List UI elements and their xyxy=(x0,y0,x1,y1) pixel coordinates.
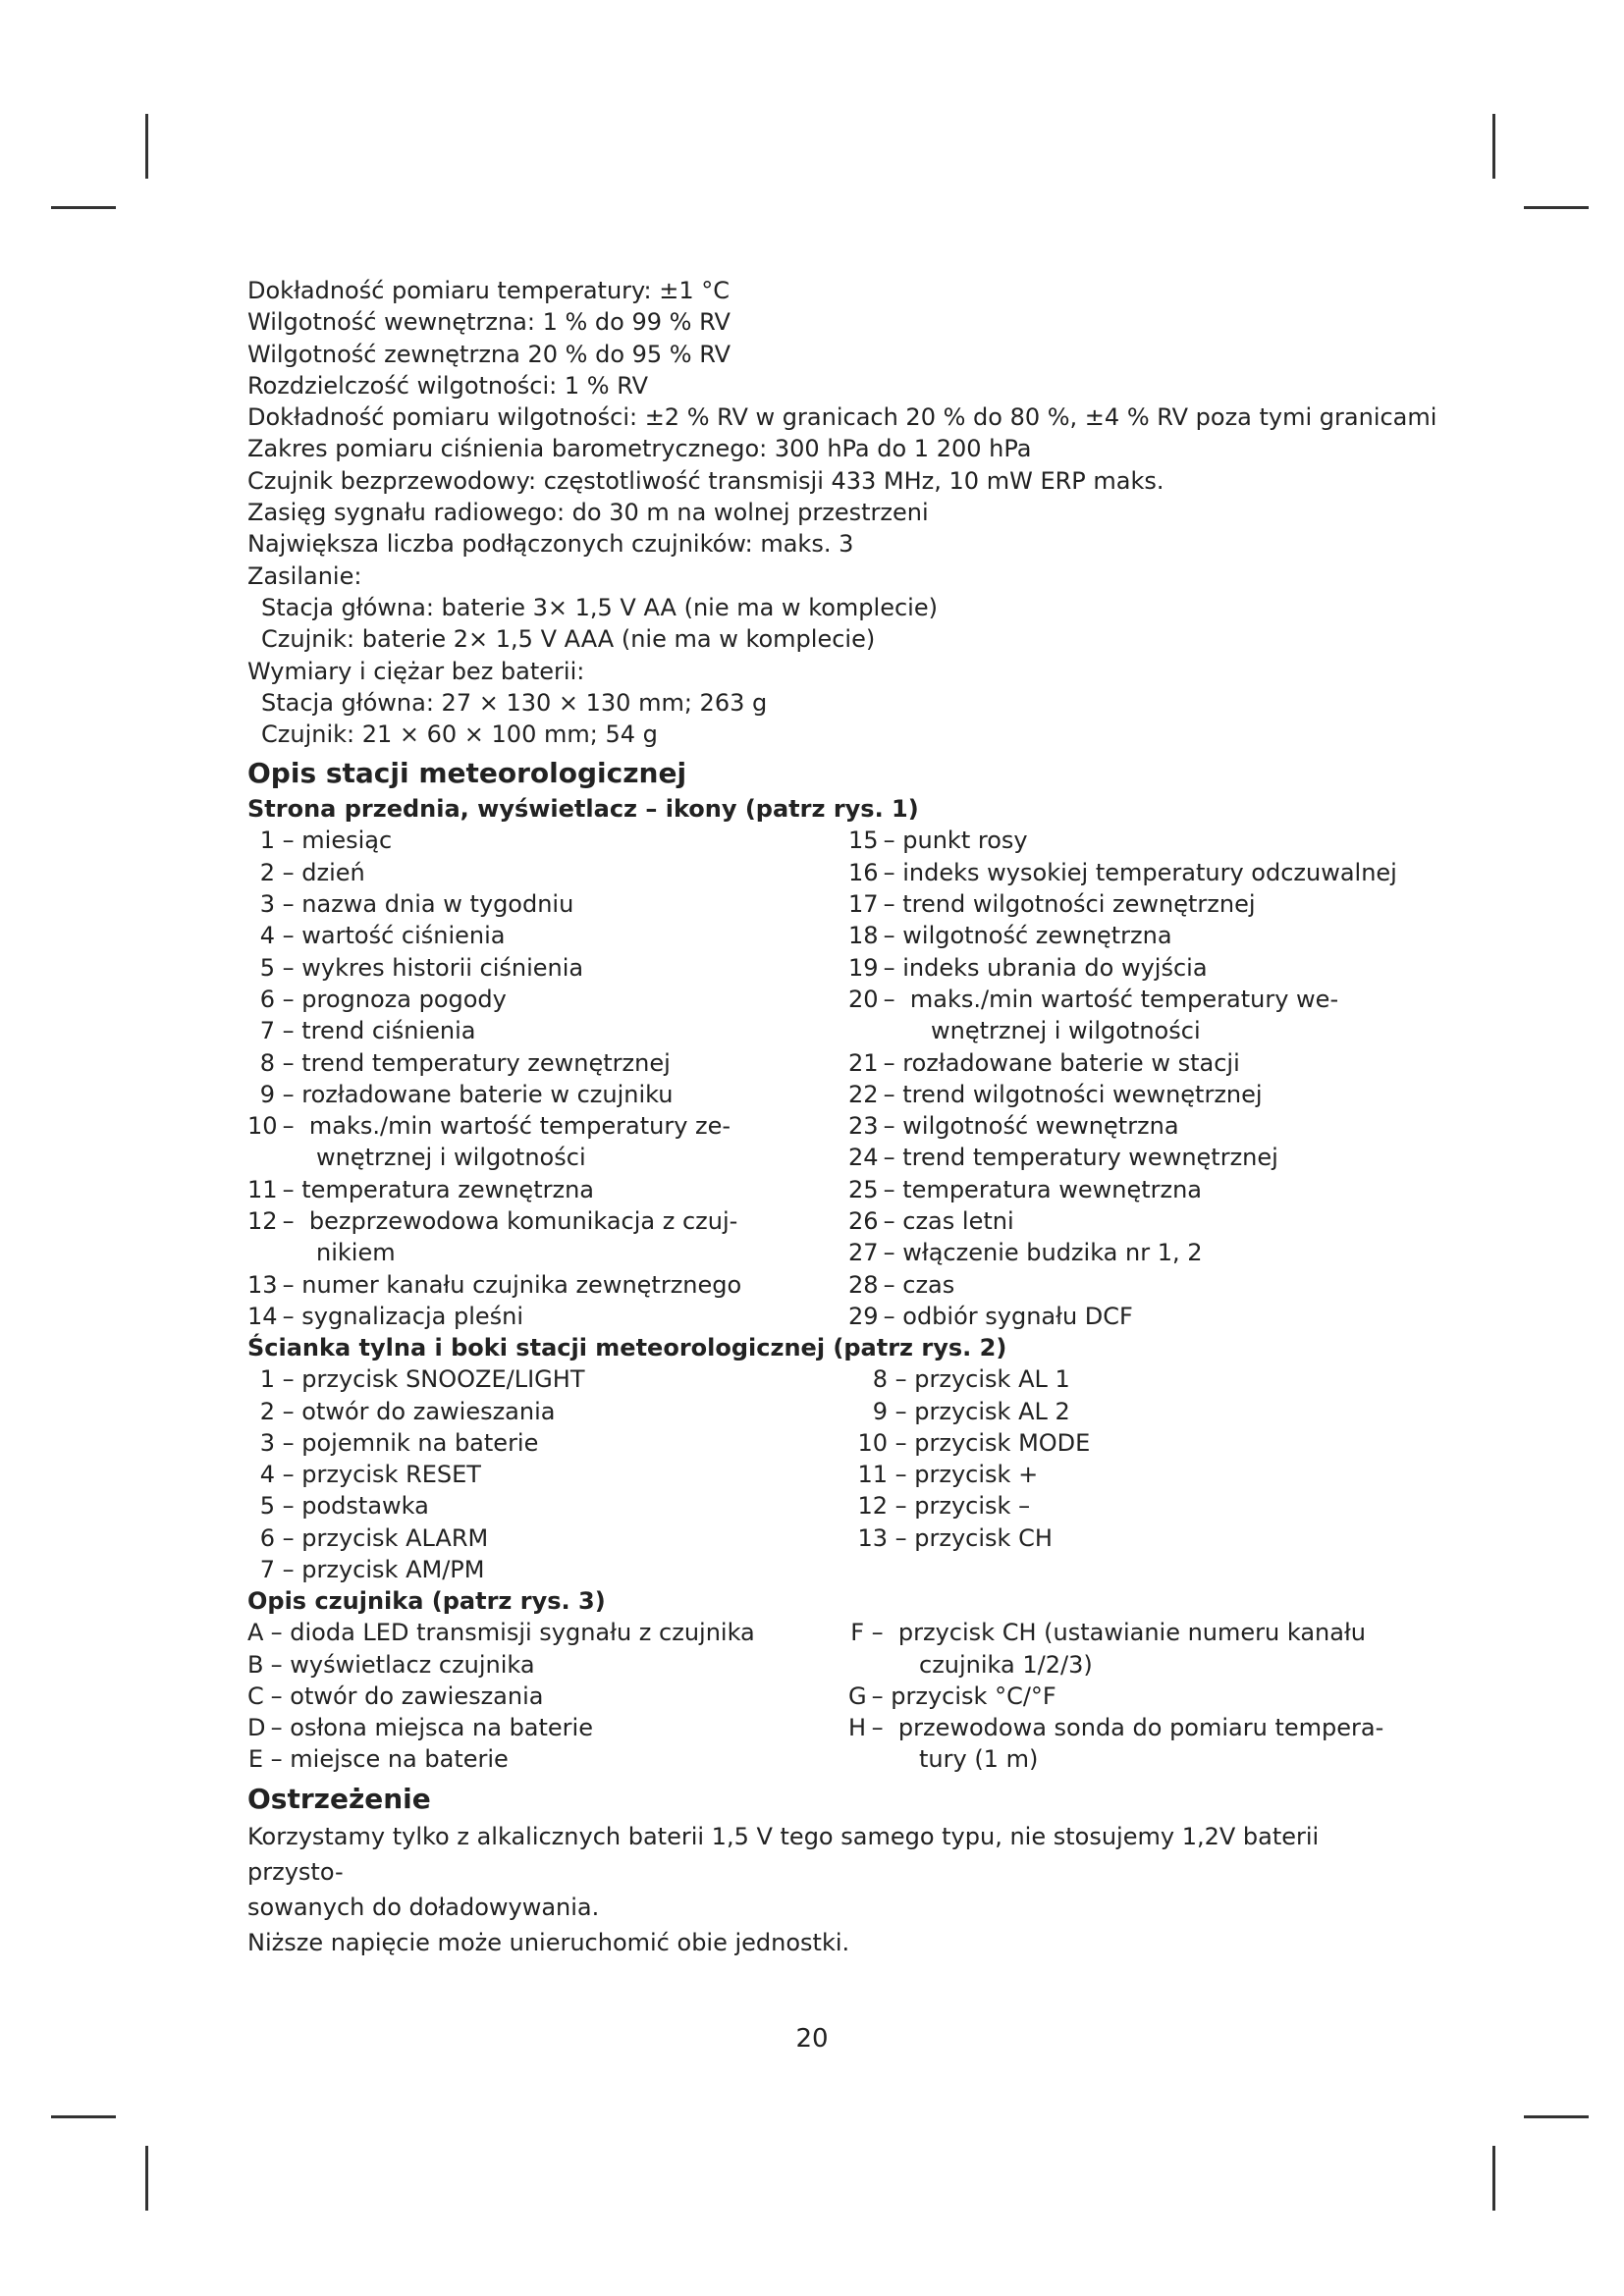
item-number: H xyxy=(848,1714,867,1742)
item-text: maks./min wartość temperatury ze- xyxy=(308,1112,731,1141)
item-separator: – xyxy=(263,1714,291,1742)
front-icons-right-column xyxy=(848,825,1397,1332)
item-text: osłona miejsca na baterie xyxy=(290,1714,593,1742)
item-number: 19 xyxy=(848,953,879,982)
item-number: 28 xyxy=(848,1270,879,1299)
list-item xyxy=(247,1110,848,1142)
item-text: przycisk AL 2 xyxy=(914,1397,1070,1425)
list-item xyxy=(848,1110,1397,1142)
item-number: 15 xyxy=(848,827,879,855)
warning-text xyxy=(247,1819,1406,1960)
item-separator: – xyxy=(876,1239,903,1267)
list-item xyxy=(247,1269,848,1301)
item-text: wartość ciśnienia xyxy=(301,922,506,950)
item-continuation: czujnika 1/2/3) xyxy=(919,1650,1093,1679)
item-separator: – xyxy=(275,1080,302,1108)
item-separator: – xyxy=(888,1492,915,1521)
list-item xyxy=(247,1205,848,1237)
item-text: dzień xyxy=(301,858,365,886)
item-text: wyświetlacz czujnika xyxy=(290,1650,535,1679)
list-item xyxy=(247,1459,848,1490)
item-number: 2 xyxy=(259,858,275,886)
list-item xyxy=(848,1681,1383,1712)
item-separator: – xyxy=(876,985,910,1013)
front-display-icons xyxy=(247,825,1406,1332)
item-separator: – xyxy=(275,890,302,919)
item-separator: – xyxy=(275,1302,302,1330)
item-separator: – xyxy=(275,858,302,886)
item-separator: – xyxy=(275,1365,302,1394)
item-text: trend temperatury wewnętrznej xyxy=(902,1144,1278,1172)
item-text: punkt rosy xyxy=(902,827,1028,855)
item-separator: – xyxy=(876,1270,903,1299)
item-separator: – xyxy=(275,1270,302,1299)
item-number: 27 xyxy=(848,1239,879,1267)
item-separator: – xyxy=(888,1523,915,1552)
crop-mark xyxy=(145,114,148,179)
list-item xyxy=(247,1427,848,1459)
list-item xyxy=(848,1047,1397,1079)
item-text: przewodowa sonda do pomiaru tempera- xyxy=(897,1714,1384,1742)
item-separator: – xyxy=(876,953,903,982)
item-separator: – xyxy=(263,1745,291,1774)
sensor-parts xyxy=(247,1617,1406,1775)
item-separator: – xyxy=(864,1682,892,1710)
item-text: rozładowane baterie w stacji xyxy=(902,1048,1240,1077)
item-number: 2 xyxy=(259,1397,275,1425)
item-number: 6 xyxy=(259,985,275,1013)
page-content xyxy=(247,275,1437,1960)
item-separator: – xyxy=(275,1048,302,1077)
item-text: miesiąc xyxy=(301,827,393,855)
item-separator: – xyxy=(275,1492,302,1521)
item-text: trend wilgotności wewnętrznej xyxy=(902,1080,1263,1108)
crop-mark xyxy=(51,2115,116,2118)
item-separator: – xyxy=(876,1175,903,1203)
item-number: 12 xyxy=(247,1207,278,1236)
spec-line: Największa liczba podłączonych czujników: maks. 3 xyxy=(247,530,854,559)
list-item xyxy=(848,1237,1397,1268)
item-text: przycisk CH (ustawianie numeru kanału xyxy=(897,1619,1366,1647)
list-item xyxy=(247,952,848,984)
list-item xyxy=(247,1649,848,1681)
item-text: czas xyxy=(902,1270,955,1299)
sensor-parts-left-column xyxy=(247,1617,848,1775)
list-item xyxy=(247,920,848,951)
list-item xyxy=(848,1427,1090,1459)
spec-line: Rozdzielczość wilgotności: 1 % RV xyxy=(247,371,648,400)
item-number: 23 xyxy=(848,1112,879,1141)
list-item xyxy=(848,1522,1090,1554)
item-separator: – xyxy=(864,1714,898,1742)
back-parts-right-column xyxy=(848,1363,1090,1585)
item-separator: – xyxy=(275,1461,302,1489)
list-item xyxy=(848,1396,1090,1427)
list-item xyxy=(848,984,1397,1015)
item-text: pojemnik na baterie xyxy=(301,1428,539,1457)
item-text: maks./min wartość temperatury we- xyxy=(909,985,1339,1013)
item-number: 24 xyxy=(848,1144,879,1172)
back-panel-parts xyxy=(247,1363,1406,1585)
section-title: Opis stacji meteorologicznej xyxy=(247,757,687,790)
item-separator: – xyxy=(275,953,302,982)
item-text: indeks wysokiej temperatury odczuwalnej xyxy=(902,858,1397,886)
item-text: wilgotność zewnętrzna xyxy=(902,922,1172,950)
item-continuation: wnętrznej i wilgotności xyxy=(931,1017,1201,1045)
spec-line: Wilgotność zewnętrzna 20 % do 95 % RV xyxy=(247,340,731,368)
front-icons-left-column xyxy=(247,825,848,1332)
list-item xyxy=(848,1459,1090,1490)
item-number: 11 xyxy=(247,1175,278,1203)
item-text: podstawka xyxy=(301,1492,429,1521)
list-item xyxy=(247,984,848,1015)
item-text: temperatura wewnętrzna xyxy=(902,1175,1203,1203)
item-number: E xyxy=(247,1745,263,1774)
crop-mark xyxy=(51,206,116,209)
item-text: otwór do zawieszania xyxy=(290,1682,544,1710)
list-item xyxy=(247,1712,848,1743)
list-item xyxy=(848,1079,1397,1110)
item-number: 29 xyxy=(848,1302,879,1330)
spec-line: Wymiary i ciężar bez baterii: xyxy=(247,657,585,685)
item-text: trend ciśnienia xyxy=(301,1017,476,1045)
item-separator: – xyxy=(275,1397,302,1425)
list-item xyxy=(247,1396,848,1427)
item-number: 8 xyxy=(872,1365,888,1394)
item-number: 14 xyxy=(247,1302,278,1330)
item-text: indeks ubrania do wyjścia xyxy=(902,953,1208,982)
list-item xyxy=(247,1681,848,1712)
item-text: przycisk SNOOZE/LIGHT xyxy=(301,1365,585,1394)
item-number: 18 xyxy=(848,922,879,950)
item-number: B xyxy=(247,1650,264,1679)
item-text: bezprzewodowa komunikacja z czuj- xyxy=(308,1207,738,1236)
item-number: 17 xyxy=(848,890,879,919)
item-text: przycisk CH xyxy=(914,1523,1053,1552)
list-item xyxy=(848,1301,1397,1332)
item-number: 22 xyxy=(848,1080,879,1108)
list-item xyxy=(848,1269,1397,1301)
list-item xyxy=(247,857,848,888)
item-separator: – xyxy=(275,1017,302,1045)
item-number: 1 xyxy=(259,827,275,855)
item-separator: – xyxy=(263,1619,291,1647)
spec-line: Stacja główna: 27 × 130 × 130 mm; 263 g xyxy=(261,688,768,717)
item-text: włączenie budzika nr 1, 2 xyxy=(902,1239,1203,1267)
crop-mark xyxy=(145,2146,148,2211)
item-text: miejsce na baterie xyxy=(290,1745,509,1774)
front-display-heading: Strona przednia, wyświetlacz – ikony (patrz rys. 1) xyxy=(247,795,919,824)
item-number: 7 xyxy=(259,1555,275,1583)
back-panel-heading: Ścianka tylna i boki stacji meteorologicznej (patrz rys. 2) xyxy=(247,1334,1007,1362)
list-item xyxy=(848,952,1397,984)
sensor-parts-right-column xyxy=(848,1617,1383,1775)
item-number: 7 xyxy=(259,1017,275,1045)
spec-line: Czujnik: 21 × 60 × 100 mm; 54 g xyxy=(261,721,658,749)
list-item xyxy=(247,1363,848,1395)
list-item xyxy=(848,1490,1090,1522)
item-continuation: nikiem xyxy=(316,1239,396,1267)
list-item xyxy=(848,1142,1397,1173)
item-separator: – xyxy=(275,1207,309,1236)
item-text: nazwa dnia w tygodniu xyxy=(301,890,574,919)
item-text: przycisk AL 1 xyxy=(914,1365,1070,1394)
item-separator: – xyxy=(876,1112,903,1141)
item-separator: – xyxy=(275,922,302,950)
list-item xyxy=(848,920,1397,951)
item-number: 26 xyxy=(848,1207,879,1236)
item-separator: – xyxy=(275,1112,309,1141)
spec-line: Wilgotność wewnętrzna: 1 % do 99 % RV xyxy=(247,308,731,337)
specifications-list xyxy=(247,275,1437,750)
item-separator: – xyxy=(864,1619,898,1647)
item-number: 4 xyxy=(259,1461,275,1489)
item-number: 21 xyxy=(848,1048,879,1077)
item-separator: – xyxy=(876,858,903,886)
spec-line: Czujnik bezprzewodowy: częstotliwość transmisji 433 MHz, 10 mW ERP maks. xyxy=(247,466,1164,495)
list-item xyxy=(247,888,848,920)
item-text: otwór do zawieszania xyxy=(301,1397,556,1425)
list-item xyxy=(247,1047,848,1079)
list-item xyxy=(247,825,848,856)
spec-line: Zasięg sygnału radiowego: do 30 m na wolnej przestrzeni xyxy=(247,499,929,527)
list-item xyxy=(247,1743,848,1775)
item-separator: – xyxy=(888,1428,915,1457)
item-separator: – xyxy=(275,1555,302,1583)
list-item xyxy=(247,1015,848,1046)
item-separator: – xyxy=(888,1461,915,1489)
item-number: 25 xyxy=(848,1175,879,1203)
item-number: 11 xyxy=(857,1461,888,1489)
item-number: 13 xyxy=(857,1523,888,1552)
item-number: 1 xyxy=(259,1365,275,1394)
item-separator: – xyxy=(876,827,903,855)
list-item xyxy=(848,1363,1090,1395)
warning-line: Niższe napięcie może unieruchomić obie jednostki. xyxy=(247,1928,850,1956)
item-text: odbiór sygnału DCF xyxy=(902,1302,1133,1330)
list-item xyxy=(247,1174,848,1205)
item-number: 12 xyxy=(857,1492,888,1521)
spec-line: Zasilanie: xyxy=(247,561,362,590)
item-text: przycisk RESET xyxy=(301,1461,481,1489)
item-number: 16 xyxy=(848,858,879,886)
item-number: C xyxy=(247,1682,264,1710)
item-separator: – xyxy=(876,1207,903,1236)
item-text: przycisk AM/PM xyxy=(301,1555,485,1583)
item-text: przycisk MODE xyxy=(914,1428,1091,1457)
item-separator: – xyxy=(888,1397,915,1425)
item-number: 10 xyxy=(857,1428,888,1457)
item-separator: – xyxy=(275,985,302,1013)
item-number: A xyxy=(247,1619,264,1647)
item-number: G xyxy=(848,1682,867,1710)
item-number: 13 xyxy=(247,1270,278,1299)
item-text: trend temperatury zewnętrznej xyxy=(301,1048,671,1077)
sensor-heading: Opis czujnika (patrz rys. 3) xyxy=(247,1587,606,1616)
item-number: 5 xyxy=(259,1492,275,1521)
item-number: 6 xyxy=(259,1523,275,1552)
item-separator: – xyxy=(876,1144,903,1172)
item-number: 10 xyxy=(247,1112,278,1141)
list-item xyxy=(848,1205,1397,1237)
item-number: F xyxy=(850,1619,864,1647)
list-item xyxy=(848,825,1397,856)
item-text: przycisk °C/°F xyxy=(891,1682,1056,1710)
crop-mark xyxy=(1492,2146,1495,2211)
crop-mark xyxy=(1524,206,1589,209)
item-continuation: wnętrznej i wilgotności xyxy=(316,1144,586,1172)
item-separator: – xyxy=(275,1523,302,1552)
item-separator: – xyxy=(876,922,903,950)
item-separator: – xyxy=(876,1302,903,1330)
item-text: numer kanału czujnika zewnętrznego xyxy=(301,1270,742,1299)
item-number: 3 xyxy=(259,890,275,919)
item-text: trend wilgotności zewnętrznej xyxy=(902,890,1256,919)
item-separator: – xyxy=(275,1175,302,1203)
warning-line: sowanych do doładowywania. xyxy=(247,1893,600,1921)
item-number: 3 xyxy=(259,1428,275,1457)
item-number: 9 xyxy=(259,1080,275,1108)
list-item xyxy=(848,1617,1383,1648)
item-text: dioda LED transmisji sygnału z czujnika xyxy=(290,1619,755,1647)
crop-mark xyxy=(1492,114,1495,179)
list-item xyxy=(848,857,1397,888)
list-item xyxy=(247,1079,848,1110)
list-item xyxy=(848,888,1397,920)
warning-title: Ostrzeżenie xyxy=(247,1782,431,1815)
list-item xyxy=(247,1617,848,1648)
item-separator: – xyxy=(876,1048,903,1077)
item-separator: – xyxy=(876,1080,903,1108)
warning-line: Korzystamy tylko z alkalicznych baterii 1,5 V tego samego typu, nie stosujemy 1,2V baterii przysto- xyxy=(247,1822,1320,1886)
list-item xyxy=(247,1301,848,1332)
list-item xyxy=(247,1554,848,1585)
spec-line: Zakres pomiaru ciśnienia barometrycznego: 300 hPa do 1 200 hPa xyxy=(247,435,1032,463)
item-separator: – xyxy=(888,1365,915,1394)
item-number: 4 xyxy=(259,922,275,950)
item-text: temperatura zewnętrzna xyxy=(301,1175,594,1203)
item-number: 5 xyxy=(259,953,275,982)
item-number: 20 xyxy=(848,985,879,1013)
item-text: prognoza pogody xyxy=(301,985,507,1013)
item-text: wilgotność wewnętrzna xyxy=(902,1112,1179,1141)
item-text: wykres historii ciśnienia xyxy=(301,953,584,982)
spec-line: Stacja główna: baterie 3× 1,5 V AA (nie ma w komplecie) xyxy=(261,593,938,621)
item-text: przycisk ALARM xyxy=(301,1523,489,1552)
spec-line: Czujnik: baterie 2× 1,5 V AAA (nie ma w komplecie) xyxy=(261,625,876,654)
item-separator: – xyxy=(263,1682,291,1710)
item-text: przycisk – xyxy=(914,1492,1031,1521)
item-text: rozładowane baterie w czujniku xyxy=(301,1080,674,1108)
list-item xyxy=(848,1174,1397,1205)
spec-line: Dokładność pomiaru wilgotności: ±2 % RV w granicach 20 % do 80 %, ±4 % RV poza tymi granicami xyxy=(247,403,1437,432)
list-item xyxy=(247,1522,848,1554)
item-text: czas letni xyxy=(902,1207,1014,1236)
spec-line: Dokładność pomiaru temperatury: ±1 °C xyxy=(247,277,730,304)
crop-mark xyxy=(1524,2115,1589,2118)
list-item xyxy=(848,1712,1383,1743)
item-separator: – xyxy=(275,1428,302,1457)
item-number: D xyxy=(247,1714,266,1742)
item-separator: – xyxy=(263,1650,291,1679)
page-number: 20 xyxy=(795,2024,829,2054)
item-separator: – xyxy=(876,890,903,919)
item-text: przycisk + xyxy=(914,1461,1039,1489)
item-number: 9 xyxy=(872,1397,888,1425)
item-number: 8 xyxy=(259,1048,275,1077)
item-continuation: tury (1 m) xyxy=(919,1745,1039,1774)
list-item xyxy=(247,1490,848,1522)
back-parts-left-column xyxy=(247,1363,848,1585)
item-separator: – xyxy=(275,827,302,855)
item-text: sygnalizacja pleśni xyxy=(301,1302,524,1330)
